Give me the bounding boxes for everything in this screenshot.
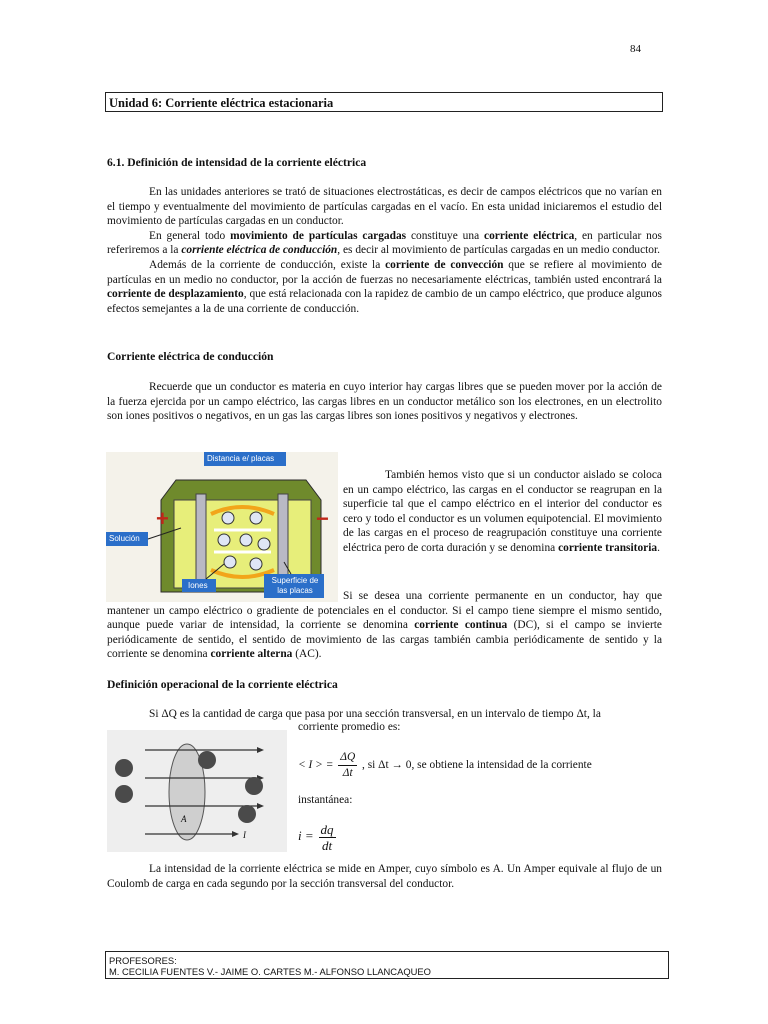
text-run: , es decir al movimiento de partículas cargadas en un medio conductor. — [337, 244, 661, 257]
plus-sign: + — [156, 506, 169, 531]
figure-label-ions: Iones — [188, 581, 208, 590]
page-number: 84 — [630, 43, 641, 55]
formula-instant-current — [298, 822, 338, 853]
formula-fraction — [319, 822, 336, 853]
intro-paragraph-2 — [107, 229, 662, 258]
side-paragraph-wrap — [343, 468, 662, 556]
text-run: (AC). — [292, 648, 322, 661]
text-run: Además de la corriente de conducción, existe la — [149, 258, 386, 271]
unit-title: Unidad 6: Corriente eléctrica estacionaria — [105, 92, 663, 112]
intro-paragraph-1: En las unidades anteriores se trató de situaciones electrostáticas, es decir de campos eléctricos que no varían en el tiempo y eventualmente del movimiento de partículas cargadas en el vacío. En esta unidad iniciaremos el estudio del movimiento de partículas cargadas en un conductor. — [107, 186, 662, 228]
section-title: 6.1. Definición de intensidad de la corriente eléctrica — [107, 156, 367, 169]
bold-term: corriente de desplazamiento — [107, 288, 244, 301]
formula-average-current — [298, 750, 668, 781]
formula-condition: , si Δt → 0 — [362, 759, 412, 772]
electrolyte-cell-figure — [106, 452, 338, 602]
text-run: También hemos visto que si un conductor aislado se coloca en un campo eléctrico, las cargas en el conductor se reagrupan en la superficie tal que el campo eléctrico en el interior del conductor es cero y todo el conductor es un volumen equipotencial. El movimiento de las cargas en el proceso de reagrupación constituye una corriente eléctrica pero de corta duración y se denomina — [343, 469, 662, 554]
bold-term: movimiento de partículas cargadas — [230, 229, 407, 242]
fraction-numerator: dq — [320, 822, 334, 837]
bold-italic-term: corriente eléctrica de conducción — [181, 244, 338, 257]
text-run: (DC), si el campo se invierte periódicamente de sentido, el sentido de movimiento de las cargas también cambia periódicamente de sentido y la corriente se denomina — [107, 619, 662, 661]
average-current-label: corriente promedio es: — [298, 721, 401, 733]
footer-professors — [105, 951, 669, 979]
operational-paragraph-wrap — [107, 707, 662, 722]
intro-paragraphs — [107, 185, 662, 316]
figure-label-plate-surface: Superficie de las placas — [271, 576, 319, 595]
instantaneous-label: instantánea: — [298, 794, 353, 806]
figure-label-distance: Distancia e/ placas — [207, 454, 275, 463]
amper-paragraph: La intensidad de la corriente eléctrica se mide en Amper, cuyo símbolo es A. Un Amper equivale al flujo de un Coulomb de carga en cada segundo por la sección transversal del conductor. — [107, 863, 662, 890]
minus-sign: − — [316, 506, 329, 531]
bold-term: corriente transitoria — [558, 541, 658, 554]
bold-term: corriente alterna — [210, 648, 293, 661]
continuous-current-paragraph — [107, 589, 662, 662]
current-label: I — [243, 830, 246, 840]
footer-line-2: M. CECILIA FUENTES V.- JAIME O. CARTES M.- ALFONSO LLANCAQUEO — [109, 966, 431, 977]
text-run: que se refiere al movimiento de partículas en un medio no conductor, por la acción de fuerzas no necesariamente eléctricas, también usted encontrará la — [107, 258, 662, 286]
text-run: En general todo — [149, 229, 231, 242]
text-run: , en particular nos referiremos a la — [107, 229, 662, 257]
bold-term: corriente continua — [414, 619, 508, 632]
text-run: Si se desea una corriente permanente en un conductor, hay que mantener un campo eléctrico o gradiente de potenciales en el conductor. Si el campo tiene siempre el mismo sentido, aunque puede variar de intensidad, la corriente se denomina — [107, 590, 662, 632]
figure-label-solution: Solución — [109, 534, 140, 543]
text-run: . — [657, 541, 660, 554]
conduction-paragraph-wrap — [107, 380, 662, 424]
formula-tail-text: , se obtiene la intensidad de la corriente — [411, 759, 592, 772]
intro-paragraph-3 — [107, 258, 662, 316]
operational-paragraph-1: Si ΔQ es la cantidad de carga que pasa por una sección transversal, en un intervalo de tiempo Δt, la — [149, 708, 601, 720]
bold-term: corriente de convección — [385, 258, 504, 271]
bold-term: corriente eléctrica — [484, 229, 575, 242]
continuous-current-wrap — [107, 589, 662, 662]
formula-lhs: < I > = — [298, 759, 334, 772]
amper-paragraph-wrap — [107, 862, 662, 891]
formula-fraction — [338, 750, 357, 781]
side-paragraph-transient — [343, 468, 662, 556]
subsection-title-operational: Definición operacional de la corriente eléctrica — [107, 678, 338, 691]
text-run: , que está relacionada con la rapidez de cambio de un campo eléctrico, que produce algunos efectos semejantes a la de una corriente de conducción. — [107, 288, 662, 315]
footer-line-1: PROFESORES: — [109, 955, 177, 966]
formula-lhs: i = — [298, 828, 314, 844]
text-run: constituye una — [406, 229, 485, 242]
area-label: A — [181, 814, 187, 824]
subsection-title-conduction: Corriente eléctrica de conducción — [107, 350, 274, 363]
fraction-denominator: dt — [321, 838, 333, 853]
conduction-paragraph-1: Recuerde que un conductor es materia en cuyo interior hay cargas libres que se pueden mover por la acción de la fuerza ejercida por un campo eléctrico, las cargas libres en un conductor metálico son los electrones, en un electrolito son iones positivos o negativos, en un gas las cargas libres son iones positivos y negativos y electrones. — [107, 381, 662, 423]
charge-flow-illustration — [107, 730, 287, 852]
fraction-denominator: Δt — [342, 767, 353, 779]
charge-flow-figure — [107, 730, 287, 852]
fraction-numerator: ΔQ — [338, 750, 357, 766]
